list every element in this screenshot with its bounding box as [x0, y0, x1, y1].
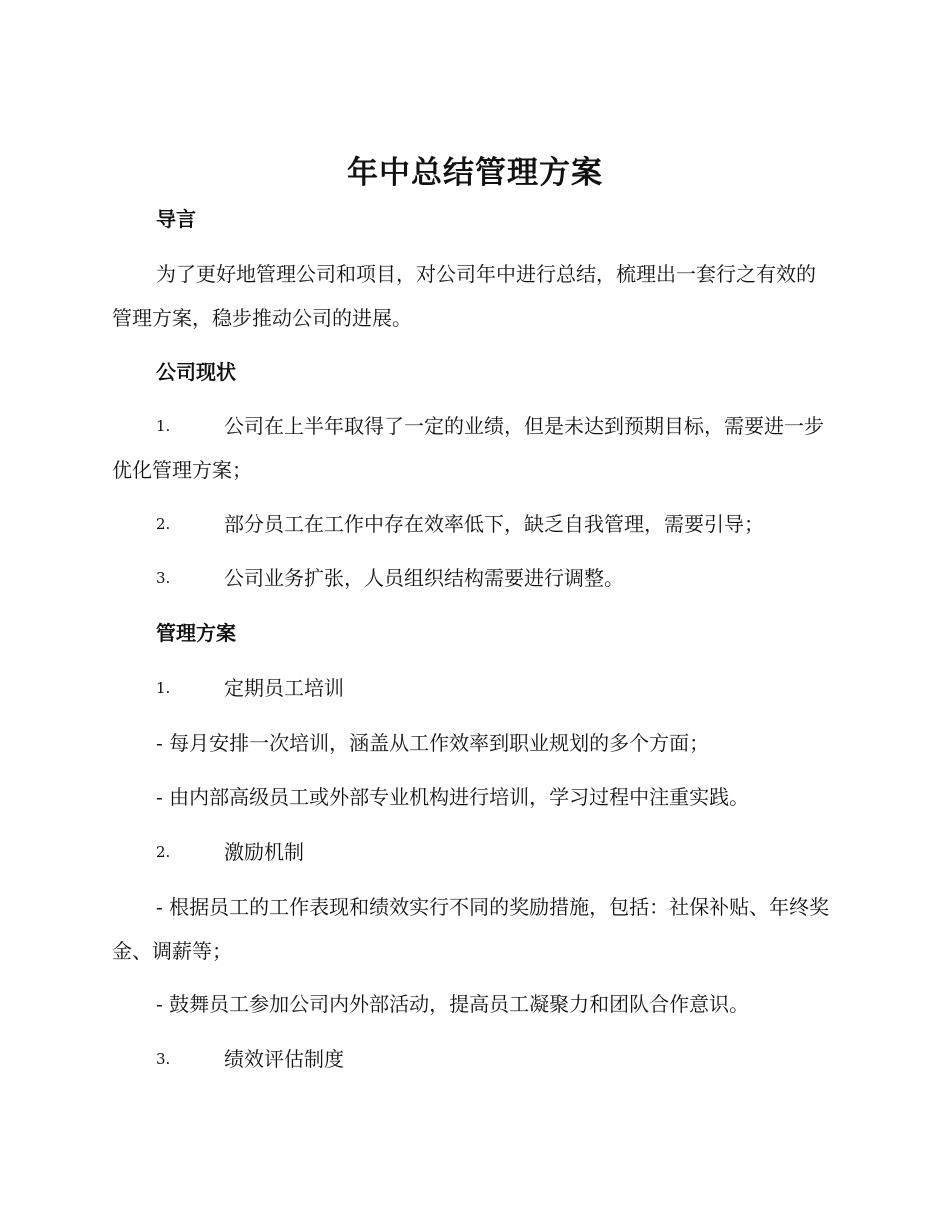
status-item-1: [112, 404, 834, 492]
intro-heading: 导言: [156, 207, 196, 231]
status-item-2-number: 2.: [156, 515, 171, 533]
plan-section-3: [112, 1037, 834, 1081]
document-title: 年中总结管理方案: [347, 155, 603, 191]
status-heading: 公司现状: [156, 360, 236, 384]
plan-2-point-1: - 根据员工的工作表现和绩效实行不同的奖励措施，包括：社保补贴、年终奖金、调薪等；: [112, 895, 830, 963]
plan-section-3-number: 3.: [156, 1050, 171, 1068]
status-item-1-number: 1.: [156, 417, 171, 435]
plan-section-2-number: 2.: [156, 843, 171, 861]
plan-1-point-1: - 每月安排一次培训，涵盖从工作效率到职业规划的多个方面；: [156, 731, 710, 755]
status-item-3-number: 3.: [156, 569, 171, 587]
plan-1-point-2: - 由内部高级员工或外部专业机构进行培训，学习过程中注重实践。: [156, 785, 750, 809]
status-item-3-text: 公司业务扩张，人员组织结构需要进行调整。: [224, 566, 624, 590]
status-item-1-text: 公司在上半年取得了一定的业绩，但是未达到预期目标，需要进一步优化管理方案；: [112, 414, 824, 482]
status-item-2: [112, 502, 834, 546]
status-item-3: [112, 556, 834, 600]
plan-heading: 管理方案: [156, 621, 236, 645]
plan-section-3-title: 绩效评估制度: [224, 1047, 344, 1071]
plan-section-1-title: 定期员工培训: [224, 676, 344, 700]
plan-section-1-number: 1.: [156, 679, 171, 697]
status-item-2-text: 部分员工在工作中存在效率低下，缺乏自我管理，需要引导；: [224, 512, 764, 536]
intro-paragraph: 为了更好地管理公司和项目，对公司年中进行总结，梳理出一套行之有效的管理方案，稳步推动公司的进展。: [112, 262, 816, 330]
plan-2-point-2: - 鼓舞员工参加公司内外部活动，提高员工凝聚力和团队合作意识。: [156, 992, 750, 1016]
plan-section-1: [112, 666, 834, 710]
plan-section-2: [112, 830, 834, 874]
plan-section-2-title: 激励机制: [224, 840, 304, 864]
